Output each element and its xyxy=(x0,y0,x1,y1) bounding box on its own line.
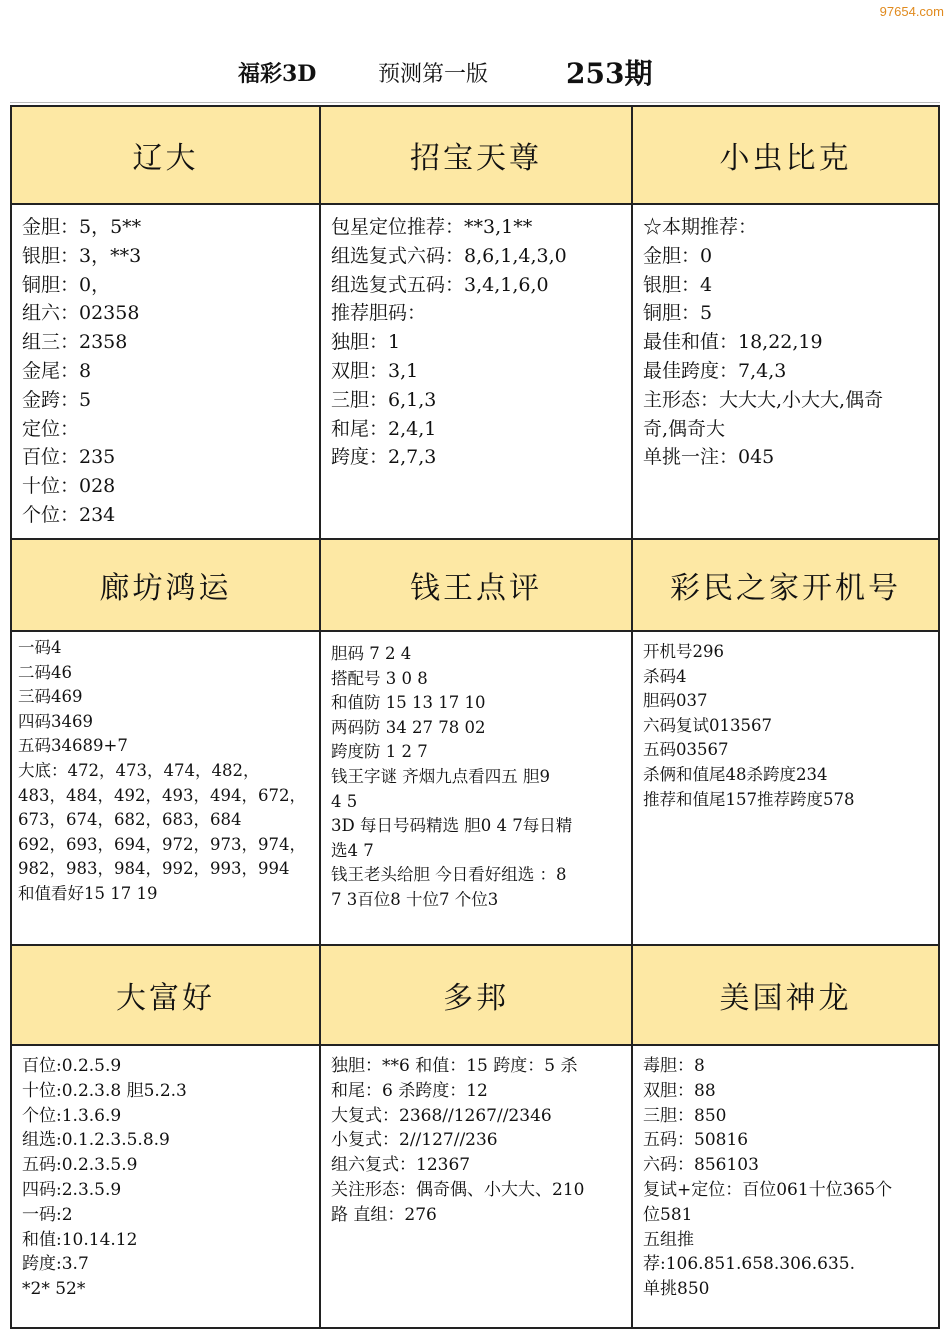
panel-line: 五组推 xyxy=(643,1229,694,1250)
panel-line: 二码46 xyxy=(18,662,72,682)
panel-line: 银胆：3，**3 xyxy=(22,244,142,267)
panel-line: 金尾：8 xyxy=(22,359,92,382)
panel-line: 独胆：**6 和值：15 跨度：5 杀 xyxy=(331,1056,578,1076)
panel-line: 关注形态：偶奇偶、小大大、210 xyxy=(331,1179,585,1200)
panel-line: 五码:0.2.3.5.9 xyxy=(22,1155,138,1176)
panel-line: 毒胆：8 xyxy=(643,1056,705,1076)
lottery-name: 福彩3D xyxy=(238,61,317,87)
panel-line: 三胆：850 xyxy=(643,1105,727,1126)
panel-caimin-zhijia xyxy=(633,540,938,946)
panel-line: 一码4 xyxy=(18,638,62,657)
panel-body xyxy=(633,1046,938,1302)
panel-line: 7 3百位8 十位7 个位3 xyxy=(331,889,499,909)
panel-line: ☆本期推荐： xyxy=(643,216,758,238)
panel-line: 跨度防 1 2 7 xyxy=(331,742,428,762)
panel-line: 单挑一注：045 xyxy=(643,446,775,469)
panel-line: 组三：2358 xyxy=(22,331,128,354)
panel-line: 大复式：2368//1267//2346 xyxy=(331,1105,552,1126)
panel-line: 组选:0.1.2.3.5.8.9 xyxy=(22,1130,170,1151)
panel-line: 五码：50816 xyxy=(643,1130,749,1151)
panel-body xyxy=(633,632,938,812)
panel-line: 最佳和值：18,22,19 xyxy=(643,331,823,354)
panel-line: 金跨：5 xyxy=(22,388,92,411)
panel-body xyxy=(321,632,631,913)
panel-line: 六码：856103 xyxy=(643,1155,759,1176)
panel-line: 双胆：3,1 xyxy=(331,359,419,382)
panel-line: 开机号296 xyxy=(643,642,724,661)
panel-line: 3D 每日号码精选 胆0 4 7每日精 xyxy=(331,816,573,836)
panel-line: 组六复式：12367 xyxy=(331,1155,471,1176)
panel-body xyxy=(633,205,938,472)
panel-line: 四码:2.3.5.9 xyxy=(22,1179,122,1200)
panel-line: 复试+定位：百位061十位365个 xyxy=(643,1179,893,1200)
panel-line: 奇,偶奇大 xyxy=(643,417,726,440)
panel-line: 单挑850 xyxy=(643,1279,710,1300)
panel-line: 跨度：2,7,3 xyxy=(331,446,437,469)
panel-line: 百位：235 xyxy=(22,446,116,469)
panel-line: 483，484，492，493，494，672， xyxy=(18,785,306,805)
panel-line: 组六：02358 xyxy=(22,302,140,325)
panel-line: 定位： xyxy=(22,417,80,440)
panel-line: 银胆：4 xyxy=(643,273,713,296)
panel-line: 路 直组：276 xyxy=(331,1204,437,1225)
panel-line: 六码复试013567 xyxy=(643,715,772,735)
panel-title: 多邦 xyxy=(321,946,631,1046)
panel-qianwang-dianping xyxy=(321,540,633,946)
panel-line: 推荐和值尾157推荐跨度578 xyxy=(643,789,855,809)
panel-line: 4 5 xyxy=(331,791,358,811)
panel-line: 和值:10.14.12 xyxy=(22,1229,138,1250)
panel-title: 廊坊鸿运 xyxy=(12,540,319,632)
panel-meiguo-shenlong xyxy=(633,946,938,1327)
panel-line: 金胆：0 xyxy=(643,244,713,267)
panel-line: 胆码037 xyxy=(643,691,708,711)
panel-line: 最佳跨度：7,4,3 xyxy=(643,359,787,382)
panel-line: 和尾：2,4,1 xyxy=(331,417,437,440)
panel-title: 辽大 xyxy=(12,107,319,205)
panel-zhaobao-tianzun xyxy=(321,107,633,540)
panel-line: 组选复式六码：8,6,1,4,3,0 xyxy=(331,244,567,267)
panel-line: 杀码4 xyxy=(643,666,687,686)
panel-title: 小虫比克 xyxy=(633,107,938,205)
site-watermark: 97654.com xyxy=(879,4,944,19)
panel-duobang xyxy=(321,946,633,1327)
panel-line: 搭配号 3 0 8 xyxy=(331,668,428,688)
page-header xyxy=(10,30,940,103)
panel-line: 两码防 34 27 78 02 xyxy=(331,717,486,737)
panel-line: 杀俩和值尾48杀跨度234 xyxy=(643,764,828,784)
panel-line: *2* 52* xyxy=(22,1279,86,1300)
panel-line: 双胆：88 xyxy=(643,1080,716,1101)
panel-line: 组选复式五码：3,4,1,6,0 xyxy=(331,273,549,296)
panel-line: 金胆：5，5** xyxy=(22,216,142,238)
panel-body xyxy=(321,205,631,472)
issue-number: 253期 xyxy=(566,57,653,90)
panel-line: 荐:106.851.658.306.635. xyxy=(643,1254,855,1275)
panel-line: 钱王老头给胆 今日看好组选 ：8 xyxy=(331,865,567,885)
panel-body xyxy=(12,632,319,907)
panel-line: 和值防 15 13 17 10 xyxy=(331,693,486,713)
panel-line: 钱王字谜 齐烟九点看四五 胆9 xyxy=(331,766,550,786)
panel-line: 包星定位推荐：**3,1** xyxy=(331,216,533,238)
panel-line: 跨度:3.7 xyxy=(22,1254,89,1275)
panel-line: 胆码 7 2 4 xyxy=(331,644,412,663)
panel-line: 个位：234 xyxy=(22,503,116,526)
panel-line: 三码469 xyxy=(18,687,83,707)
panel-liaoda xyxy=(12,107,321,540)
panel-title: 钱王点评 xyxy=(321,540,631,632)
panel-title: 招宝天尊 xyxy=(321,107,631,205)
prediction-grid xyxy=(10,105,940,1329)
panel-line: 独胆：1 xyxy=(331,331,401,354)
panel-line: 小复式：2//127//236 xyxy=(331,1130,498,1151)
panel-line: 一码:2 xyxy=(22,1204,73,1225)
panel-line: 十位:0.2.3.8 胆5.2.3 xyxy=(22,1080,187,1101)
panel-line: 692，693，694，972，973，974， xyxy=(18,834,306,854)
panel-line: 三胆：6,1,3 xyxy=(331,388,437,411)
panel-line: 个位:1.3.6.9 xyxy=(22,1105,122,1126)
panel-line: 和值看好15 17 19 xyxy=(18,883,158,903)
panel-title: 大富好 xyxy=(12,946,319,1046)
panel-line: 主形态：大大大,小大大,偶奇 xyxy=(643,388,884,411)
panel-langfang-hongyun xyxy=(12,540,321,946)
panel-xiaochong-bike xyxy=(633,107,938,540)
panel-line: 982，983，984，992，993，994 xyxy=(18,859,290,879)
panel-line: 选4 7 xyxy=(331,840,374,860)
panel-body xyxy=(321,1046,631,1228)
edition-label: 预测第一版 xyxy=(378,62,489,87)
panel-line: 五码34689+7 xyxy=(18,736,128,756)
panel-line: 铜胆：5 xyxy=(643,302,713,325)
panel-dafuhao xyxy=(12,946,321,1327)
panel-line: 673，674，682，683，684 xyxy=(18,810,242,830)
panel-line: 十位：028 xyxy=(22,475,116,498)
panel-line: 大底：472，473，474，482， xyxy=(18,760,260,780)
panel-line: 四码3469 xyxy=(18,711,93,731)
panel-line: 五码03567 xyxy=(643,740,729,760)
panel-line: 铜胆：0， xyxy=(22,273,111,296)
panel-title: 彩民之家开机号 xyxy=(633,540,938,632)
panel-line: 百位:0.2.5.9 xyxy=(22,1056,122,1076)
panel-line: 位581 xyxy=(643,1204,693,1225)
panel-body xyxy=(12,1046,319,1302)
panel-title: 美国神龙 xyxy=(633,946,938,1046)
panel-line: 和尾：6 杀跨度：12 xyxy=(331,1080,488,1101)
panel-body xyxy=(12,205,319,530)
panel-line: 推荐胆码： xyxy=(331,302,427,325)
